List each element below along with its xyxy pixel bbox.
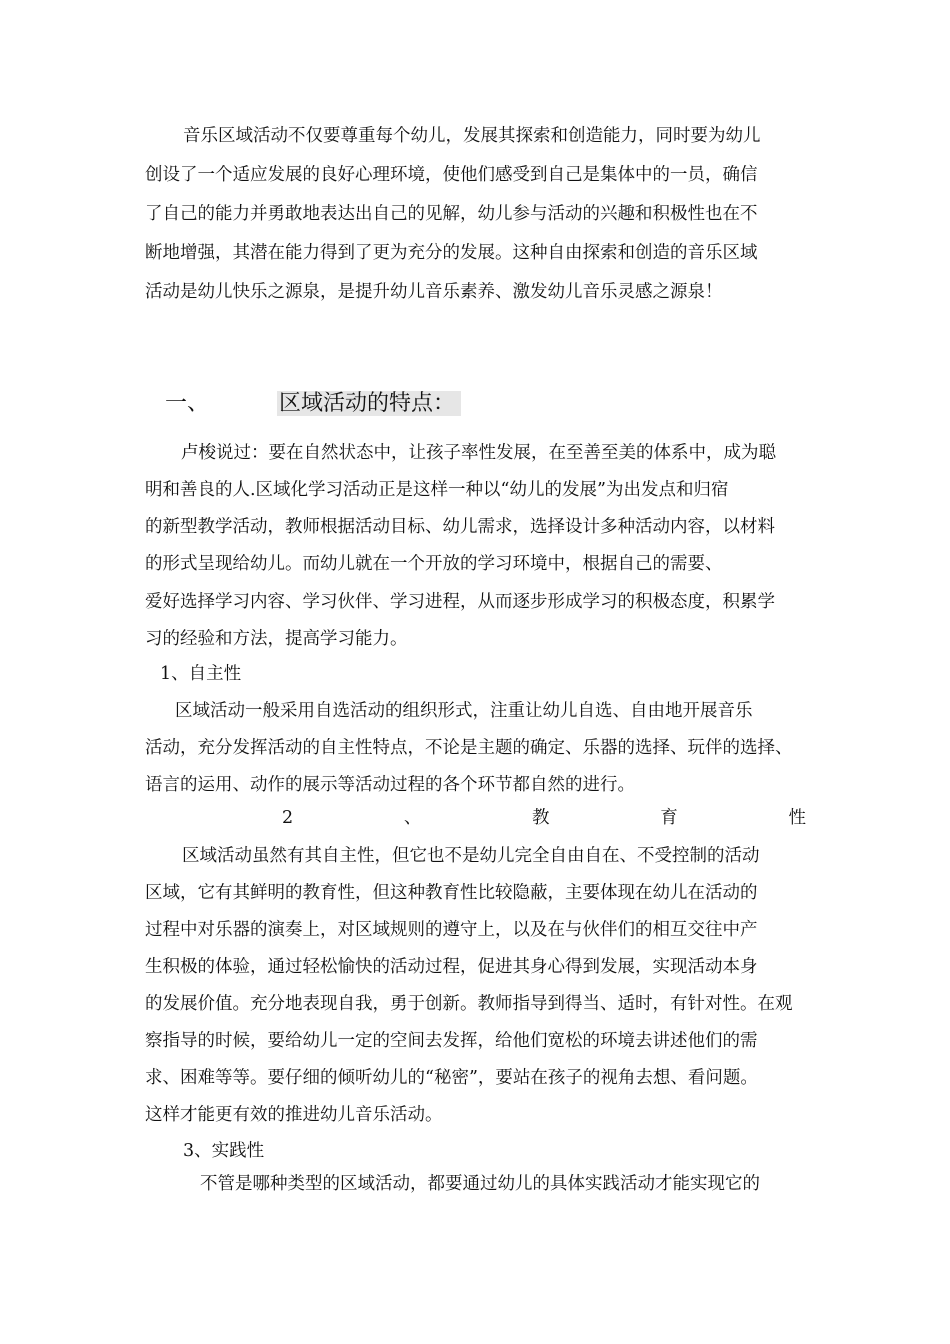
item-title-part: 性 xyxy=(788,808,806,828)
section-heading xyxy=(165,389,461,419)
text-line: 卢梭说过：要在自然状态中，让孩子率性发展，在至善至美的体系中，成为聪 xyxy=(181,443,776,463)
text-line: 断地增强，其潜在能力得到了更为充分的发展。这种自由探索和创造的音乐区域 xyxy=(145,243,758,263)
text-line: 区域活动虽然有其自主性，但它也不是幼儿完全自由自在、不受控制的活动 xyxy=(182,846,760,866)
text-line: 这样才能更有效的推进幼儿音乐活动。 xyxy=(145,1105,443,1125)
text-line: 习的经验和方法，提高学习能力。 xyxy=(145,629,408,649)
text-line: 求、困难等等。要仔细的倾听幼儿的“秘密”，要站在孩子的视角去想、看问题。 xyxy=(145,1068,758,1088)
text-line: 区域，它有其鲜明的教育性，但这种教育性比较隐蔽，主要体现在幼儿在活动的 xyxy=(145,883,758,903)
text-line: 创设了一个适应发展的良好心理环境，使他们感受到自己是集体中的一员，确信 xyxy=(145,165,758,185)
text-line: 生积极的体验，通过轻松愉快的活动过程，促进其身心得到发展，实现活动本身 xyxy=(145,957,758,977)
text-line: 音乐区域活动不仅要尊重每个幼儿，发展其探索和创造能力，同时要为幼儿 xyxy=(183,126,761,146)
text-line: 的新型教学活动，教师根据活动目标、幼儿需求，选择设计多种活动内容，以材料 xyxy=(145,517,775,537)
text-line: 明和善良的人.区域化学习活动正是这样一种以“幼儿的发展”为出发点和归宿 xyxy=(145,480,729,500)
text-line: 的形式呈现给幼儿。而幼儿就在一个开放的学习环境中，根据自己的需要、 xyxy=(145,554,723,574)
item-title: 1、自主性 xyxy=(160,664,242,684)
item-title-part: 教 xyxy=(532,808,550,828)
text-line: 的发展价值。充分地表现自我，勇于创新。教师指导到得当、适时，有针对性。在观 xyxy=(145,994,793,1014)
item-title xyxy=(282,806,806,830)
text-line: 过程中对乐器的演奏上，对区域规则的遵守上，以及在与伙伴们的相互交往中产 xyxy=(145,920,758,940)
item-title-part: 育 xyxy=(660,808,678,828)
section-number: 一、 xyxy=(165,391,210,416)
item-title: 3、实践性 xyxy=(183,1141,265,1161)
item-title-part: 、 xyxy=(403,808,422,828)
text-line: 爱好选择学习内容、学习伙伴、学习进程，从而逐步形成学习的积极态度，积累学 xyxy=(145,592,775,612)
text-line: 不管是哪种类型的区域活动，都要通过幼儿的具体实践活动才能实现它的 xyxy=(200,1174,760,1194)
text-line: 察指导的时候，要给幼儿一定的空间去发挥，给他们宽松的环境去讲述他们的需 xyxy=(145,1031,758,1051)
text-line: 了自己的能力并勇敢地表达出自己的见解，幼儿参与活动的兴趣和积极性也在不 xyxy=(145,204,758,224)
text-line: 活动，充分发挥活动的自主性特点，不论是主题的确定、乐器的选择、玩伴的选择、 xyxy=(145,738,793,758)
text-line: 语言的运用、动作的展示等活动过程的各个环节都自然的进行。 xyxy=(145,775,635,795)
section-title: 区域活动的特点： xyxy=(277,391,461,416)
text-line: 区域活动一般采用自选活动的组织形式，注重让幼儿自选、自由地开展音乐 xyxy=(175,701,753,721)
item-title-part: 2 xyxy=(282,808,294,828)
text-line: 活动是幼儿快乐之源泉，是提升幼儿音乐素养、激发幼儿音乐灵感之源泉！ xyxy=(145,282,723,302)
